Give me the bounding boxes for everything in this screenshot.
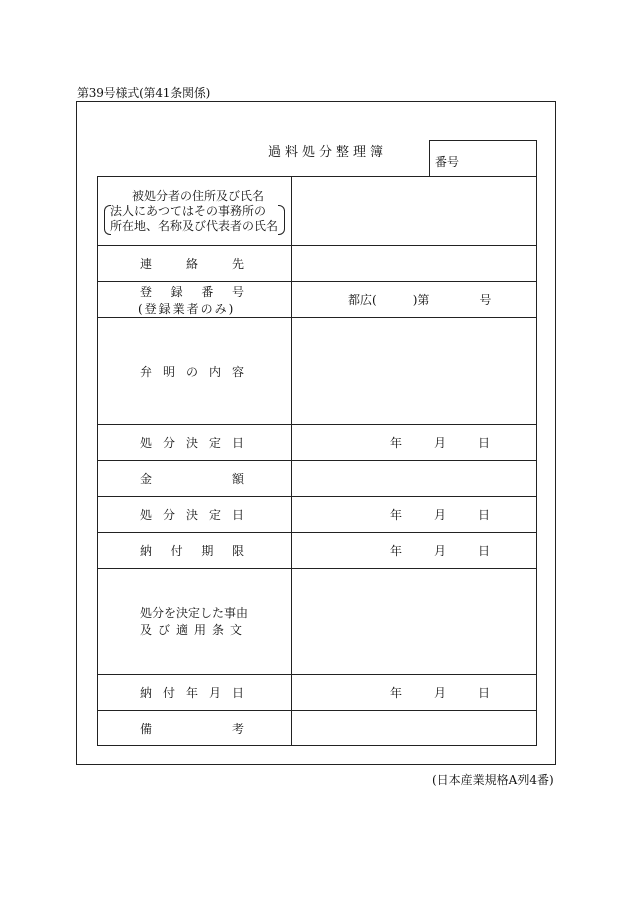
- left-bracket: [104, 205, 111, 235]
- value-amount[interactable]: [292, 461, 537, 497]
- value-deadline[interactable]: [292, 533, 537, 569]
- number-label: 番号: [435, 155, 460, 169]
- violator-line2: 法人にあつてはその事務所の: [110, 203, 267, 218]
- date-month: 月: [433, 436, 446, 450]
- label-char: 弁: [140, 364, 153, 379]
- label-char: 先: [231, 257, 244, 271]
- date-month: 月: [433, 686, 446, 700]
- row-contact: [98, 246, 537, 282]
- row-explanation: [98, 318, 537, 425]
- value-explanation[interactable]: [292, 318, 537, 425]
- label-payment-date: [98, 675, 292, 711]
- label-deadline: [98, 533, 292, 569]
- label-char: 金: [140, 472, 153, 486]
- date-year: 年: [390, 436, 403, 450]
- label-char: 付: [162, 686, 175, 700]
- label-char: 納: [140, 686, 153, 700]
- label-char: 月: [208, 686, 221, 700]
- value-remarks[interactable]: [292, 711, 537, 746]
- label-char: 納: [140, 544, 153, 558]
- ledger-table: [97, 176, 537, 746]
- form-title: 過料処分整理簿: [268, 145, 388, 160]
- label-violator: [98, 177, 292, 246]
- label-char: 内: [208, 364, 221, 379]
- label-decision-date-2: [98, 497, 292, 533]
- label-amount: [98, 461, 292, 497]
- reason-line1: 処分を決定した事由: [140, 605, 249, 620]
- paper-size-note: (日本産業規格A列4番): [432, 773, 554, 787]
- label-contact: [98, 246, 292, 282]
- reg-suffix: 号: [479, 293, 492, 307]
- row-decision-date-2: [98, 497, 537, 533]
- right-bracket: [278, 205, 285, 235]
- registration-note: (登録業者のみ): [138, 301, 236, 316]
- label-remarks: [98, 711, 292, 746]
- value-decision-date-2[interactable]: [292, 497, 537, 533]
- row-violator: [98, 177, 537, 246]
- value-payment-date[interactable]: [292, 675, 537, 711]
- value-decision-date-1[interactable]: [292, 425, 537, 461]
- violator-line1: 被処分者の住所及び氏名: [132, 188, 265, 203]
- label-char: 容: [231, 364, 244, 379]
- label-char: 日: [231, 508, 244, 522]
- date-day: 日: [477, 436, 490, 450]
- date-day: 日: [477, 544, 490, 558]
- label-char: 年: [185, 686, 198, 700]
- label-char: 備: [140, 721, 153, 736]
- label-char: 処: [140, 436, 153, 450]
- label-char: 額: [231, 472, 244, 486]
- value-contact[interactable]: [292, 246, 537, 282]
- date-year: 年: [390, 544, 403, 558]
- value-registration[interactable]: [292, 282, 537, 318]
- label-char: 号: [231, 284, 244, 299]
- form-number: 第39号様式(第41条関係): [77, 86, 211, 100]
- reason-line2: 及び適用条文: [140, 622, 249, 637]
- violator-line3: 所在地、名称及び代表者の氏名: [110, 218, 279, 233]
- date-day: 日: [477, 508, 490, 522]
- row-reason: [98, 569, 537, 675]
- value-violator[interactable]: [292, 177, 537, 246]
- label-char: 録: [170, 284, 183, 299]
- label-char: 番: [201, 284, 214, 299]
- date-day: 日: [477, 686, 490, 700]
- label-char: 限: [231, 544, 244, 558]
- label-char: 決: [185, 436, 198, 450]
- label-char: 処: [140, 508, 153, 522]
- label-decision-date-1: [98, 425, 292, 461]
- date-month: 月: [433, 508, 446, 522]
- row-payment-date: [98, 675, 537, 711]
- date-month: 月: [433, 544, 446, 558]
- label-char: 登: [140, 284, 153, 299]
- label-char: 期: [201, 544, 214, 558]
- date-year: 年: [390, 508, 403, 522]
- row-decision-date-1: [98, 425, 537, 461]
- row-registration: [98, 282, 537, 318]
- reg-mid: )第: [412, 293, 430, 307]
- row-deadline: [98, 533, 537, 569]
- label-char: 考: [231, 721, 244, 736]
- label-registration: [98, 282, 292, 318]
- label-char: 日: [231, 436, 244, 450]
- reg-prefix: 都広(: [348, 293, 377, 307]
- number-box: [429, 140, 537, 177]
- date-year: 年: [390, 686, 403, 700]
- label-char: 分: [162, 436, 175, 450]
- label-char: 明: [162, 364, 175, 379]
- label-explanation: [98, 318, 292, 425]
- label-char: 定: [208, 436, 221, 450]
- label-char: 付: [170, 544, 183, 558]
- label-reason: [98, 569, 292, 675]
- label-char: 日: [231, 686, 244, 700]
- label-char: 連: [140, 257, 153, 271]
- label-char: 定: [208, 508, 221, 522]
- row-remarks: [98, 711, 537, 746]
- value-reason[interactable]: [292, 569, 537, 675]
- label-char: の: [185, 364, 198, 379]
- label-char: 絡: [185, 257, 198, 271]
- row-amount: [98, 461, 537, 497]
- label-char: 決: [185, 508, 198, 522]
- label-char: 分: [162, 508, 175, 522]
